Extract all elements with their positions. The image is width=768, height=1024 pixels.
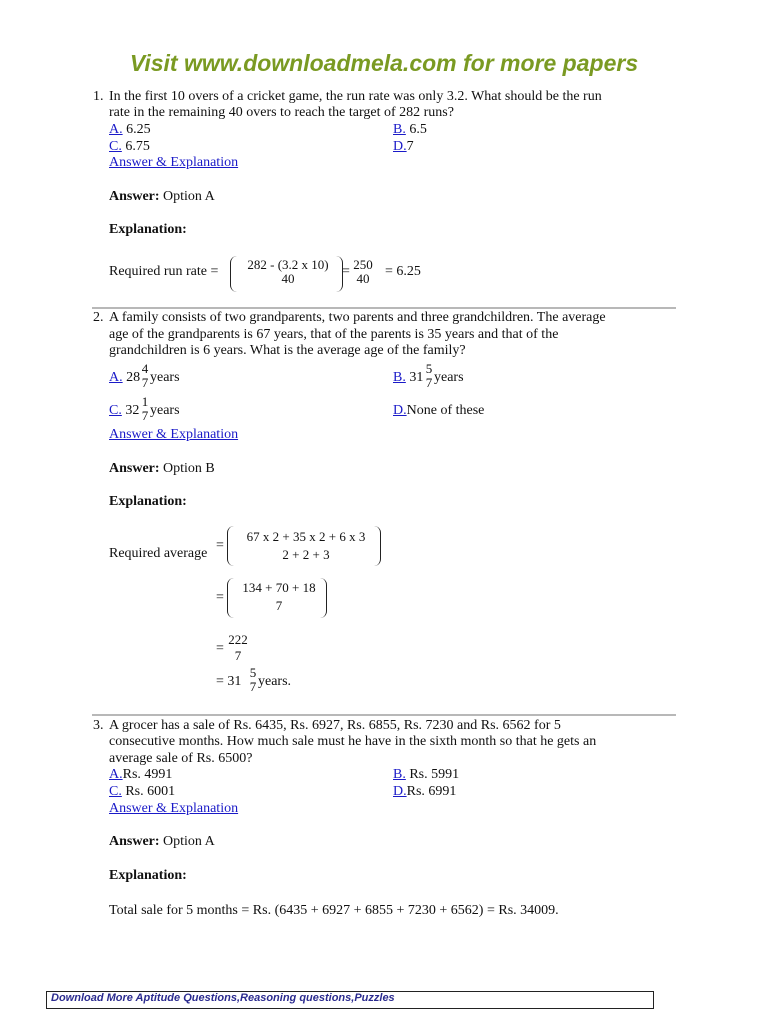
option-whole: 32 bbox=[125, 403, 140, 418]
option-value: Rs. 6991 bbox=[406, 784, 457, 799]
option-fraction bbox=[140, 362, 150, 390]
option-unit: years bbox=[434, 370, 464, 385]
result-unit: years. bbox=[258, 674, 292, 689]
denominator: 2 + 2 + 3 bbox=[282, 547, 330, 562]
explanation-label: Explanation: bbox=[109, 222, 187, 237]
answer-line bbox=[109, 461, 215, 477]
option-value: Rs. 6001 bbox=[125, 784, 176, 799]
option-d[interactable] bbox=[393, 139, 414, 155]
question-text-line: average sale of Rs. 6500? bbox=[109, 751, 253, 766]
right-paren bbox=[320, 578, 327, 618]
denominator: 7 bbox=[141, 375, 149, 390]
fraction bbox=[236, 258, 340, 286]
option-unit: years bbox=[150, 403, 180, 418]
fraction bbox=[232, 581, 326, 613]
option-label[interactable]: C. bbox=[109, 403, 122, 418]
answer-value: Option B bbox=[163, 461, 215, 476]
fraction bbox=[350, 258, 376, 286]
numerator: 222 bbox=[228, 632, 248, 647]
option-label[interactable]: D. bbox=[393, 403, 407, 418]
banner-title: Visit www.downloadmela.com for more papers bbox=[129, 50, 639, 76]
option-fraction bbox=[140, 395, 150, 423]
separator bbox=[92, 714, 676, 716]
question-text-line: age of the grandparents is 67 years, that of the parents is 35 years and that of the bbox=[109, 327, 559, 342]
option-value: 7 bbox=[406, 139, 414, 154]
option-d[interactable] bbox=[393, 403, 484, 419]
answer-line bbox=[109, 189, 215, 205]
equals-sign: = bbox=[216, 641, 224, 656]
equals-sign: = bbox=[216, 590, 224, 605]
denominator: 40 bbox=[356, 271, 370, 286]
option-label[interactable]: A. bbox=[109, 370, 123, 385]
option-label[interactable]: C. bbox=[109, 139, 122, 154]
denominator: 7 bbox=[249, 679, 257, 694]
answer-explanation-link[interactable]: Answer & Explanation bbox=[109, 801, 239, 816]
option-d[interactable] bbox=[393, 784, 456, 800]
fraction bbox=[232, 530, 380, 562]
numerator: 282 - (3.2 x 10) bbox=[247, 257, 329, 272]
option-label[interactable]: B. bbox=[393, 370, 406, 385]
equals-sign: = bbox=[216, 538, 224, 553]
answer-label: Answer: bbox=[109, 461, 160, 476]
denominator: 7 bbox=[141, 408, 149, 423]
explanation-label: Explanation: bbox=[109, 868, 187, 883]
option-unit: years bbox=[150, 370, 180, 385]
question-number: 3. bbox=[93, 718, 104, 733]
option-value: Rs. 5991 bbox=[409, 767, 460, 782]
answer-value: Option A bbox=[163, 834, 215, 849]
denominator: 7 bbox=[275, 598, 283, 613]
numerator: 5 bbox=[249, 665, 257, 680]
option-label[interactable]: A. bbox=[109, 767, 123, 782]
option-value: 6.75 bbox=[125, 139, 150, 154]
option-label[interactable]: A. bbox=[109, 122, 123, 137]
numerator: 5 bbox=[425, 361, 433, 376]
option-whole: 31 bbox=[409, 370, 424, 385]
question-number: 1. bbox=[93, 89, 104, 104]
calc-prefix: Required run rate = bbox=[109, 264, 219, 279]
question-text-line: A grocer has a sale of Rs. 6435, Rs. 6927, Rs. 6855, Rs. 7230 and Rs. 6562 for 5 bbox=[109, 718, 561, 733]
right-paren bbox=[374, 526, 381, 566]
option-label[interactable]: D. bbox=[393, 784, 407, 799]
calc-prefix: Required average bbox=[109, 546, 208, 561]
question-text-line: In the first 10 overs of a cricket game, the run rate was only 3.2. What should be the run bbox=[109, 89, 602, 104]
explanation-label: Explanation: bbox=[109, 494, 187, 509]
option-label[interactable]: B. bbox=[393, 122, 406, 137]
answer-explanation-link[interactable]: Answer & Explanation bbox=[109, 427, 239, 442]
footer-box bbox=[46, 991, 654, 1009]
numerator: 250 bbox=[353, 257, 373, 272]
option-fraction bbox=[424, 362, 434, 390]
denominator: 7 bbox=[234, 648, 242, 663]
denominator: 40 bbox=[281, 271, 295, 286]
option-b[interactable] bbox=[393, 122, 427, 138]
option-label[interactable]: B. bbox=[393, 767, 406, 782]
numerator: 134 + 70 + 18 bbox=[242, 580, 316, 595]
question-text-line: A family consists of two grandparents, two parents and three grandchildren. The average bbox=[109, 310, 606, 325]
question-number: 2. bbox=[93, 310, 104, 325]
answer-label: Answer: bbox=[109, 189, 160, 204]
option-value: Rs. 4991 bbox=[122, 767, 173, 782]
total-sale-line: Total sale for 5 months = Rs. (6435 + 6927 + 6855 + 7230 + 6562) = Rs. 34009. bbox=[109, 903, 559, 918]
equals-sign: = bbox=[342, 264, 350, 279]
question-text-line: rate in the remaining 40 overs to reach the target of 282 runs? bbox=[109, 105, 454, 120]
option-c[interactable] bbox=[109, 784, 175, 800]
answer-explanation-link[interactable]: Answer & Explanation bbox=[109, 155, 239, 170]
question-text-line: consecutive months. How much sale must he have in the sixth month so that he gets an bbox=[109, 734, 597, 749]
footer-text: Download More Aptitude Questions,Reasoning questions,Puzzles bbox=[51, 992, 395, 1004]
option-c[interactable] bbox=[109, 139, 150, 155]
result: = 6.25 bbox=[385, 264, 421, 279]
numerator: 4 bbox=[141, 361, 149, 376]
option-label[interactable]: D. bbox=[393, 139, 407, 154]
result-prefix: = 31 bbox=[216, 674, 242, 689]
option-a[interactable] bbox=[109, 767, 172, 783]
denominator: 7 bbox=[425, 375, 433, 390]
option-value: 6.5 bbox=[409, 122, 427, 137]
numerator: 67 x 2 + 35 x 2 + 6 x 3 bbox=[246, 529, 366, 544]
option-b[interactable] bbox=[393, 767, 459, 783]
option-value: None of these bbox=[406, 403, 485, 418]
option-a[interactable] bbox=[109, 122, 151, 138]
fraction bbox=[248, 666, 258, 694]
answer-line bbox=[109, 834, 215, 850]
fraction bbox=[226, 633, 250, 663]
option-value: 6.25 bbox=[126, 122, 151, 137]
separator bbox=[92, 307, 676, 309]
answer-label: Answer: bbox=[109, 834, 160, 849]
answer-value: Option A bbox=[163, 189, 215, 204]
option-label[interactable]: C. bbox=[109, 784, 122, 799]
option-whole: 28 bbox=[126, 370, 141, 385]
numerator: 1 bbox=[141, 394, 149, 409]
question-text-line: grandchildren is 6 years. What is the average age of the family? bbox=[109, 343, 466, 358]
